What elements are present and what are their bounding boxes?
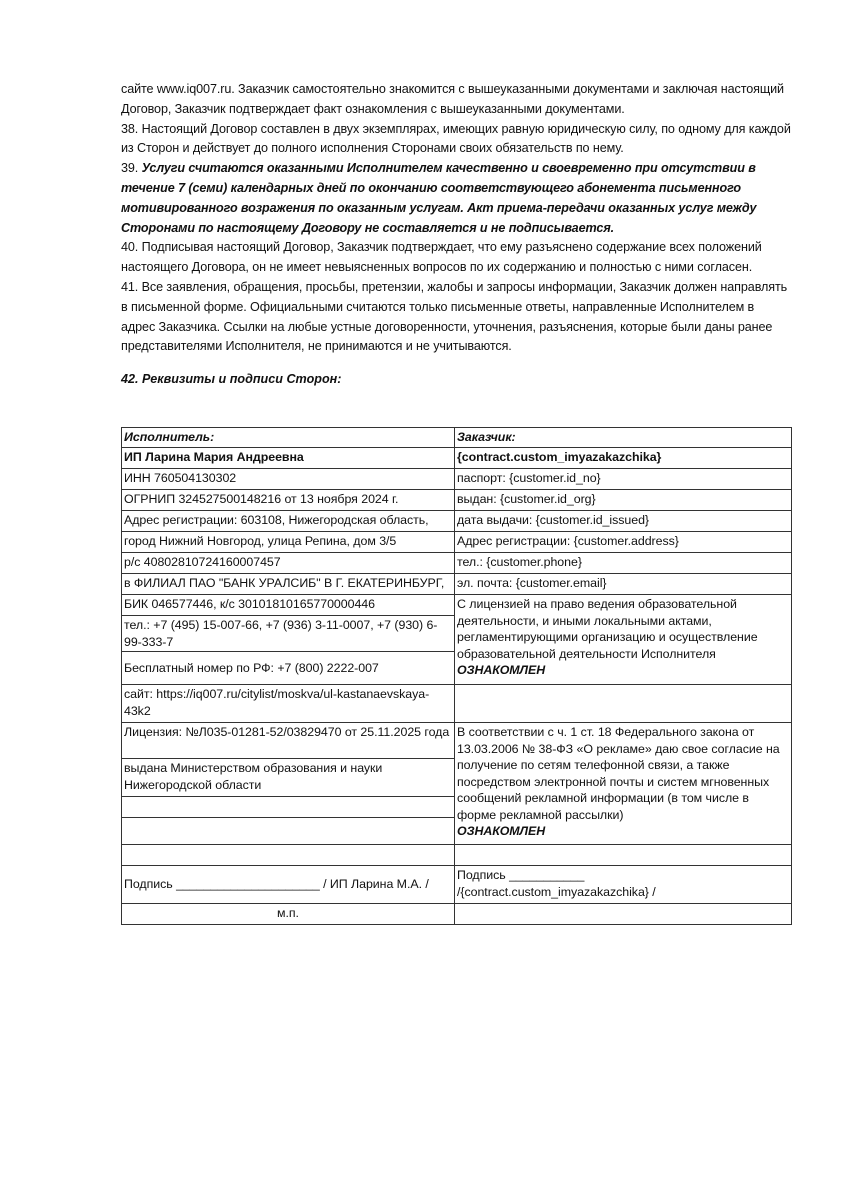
paragraph-38 [121,120,791,160]
paragraph-39 [121,159,791,238]
table-row [122,723,792,759]
requisites-table [121,427,792,925]
executor-empty-cell [122,797,455,818]
paragraph-text: Подписывая настоящий Договор, Заказчик подтверждает, что ему разъяснено содержание всех положений настоящего Договора, он не имеет невыясненных вопросов по их содержанию и полностью с ними согласен. [121,240,762,275]
table-row [122,845,792,866]
customer-empty-cell [455,845,792,866]
contract-page [121,80,791,389]
customer-signature-name: /{contract.custom_imyazakazchika} / [457,884,656,899]
license-ack-mark: ОЗНАКОМЛЕН [457,663,546,677]
executor-inn: ИНН 760504130302 [122,469,455,490]
executor-empty-cell [122,845,455,866]
executor-address-line-1: Адрес регистрации: 603108, Нижегородская область, [122,511,455,532]
paragraph-number: 40. [121,240,139,255]
executor-site: сайт: https://iq007.ru/citylist/moskva/ul-kastanaevskaya-43k2 [122,685,455,723]
table-row [122,904,792,925]
customer-issued-by: выдан: {customer.id_org} [455,490,792,511]
customer-empty-cell [455,904,792,925]
executor-license: Лицензия: №Л035-01281-52/03829470 от 25.11.2025 года [122,723,455,759]
paragraph-text-emphasized: Услуги считаются оказанными Исполнителем качественно и своевременно при отсутствии в течение 7 (семи) календарных дней по окончанию соответствующего абонемента письменного мотивированного возражения по оказанным услугам. Акт приема-передачи оказанных услуг между Сторонами по настоящему Договору не составляется и не подписывается. [121,161,757,235]
paragraph-37-tail: сайте www.iq007.ru. Заказчик самостоятельно знакомится с вышеуказанными документами и заключая настоящий Договор, Заказчик подтверждает факт ознакомления с вышеуказанными документами. [121,82,784,116]
executor-empty-cell [122,818,455,845]
table-row [122,574,792,595]
ads-consent-text: В соответствии с ч. 1 ст. 18 Федерального закона от 13.03.2006 № 38-ФЗ «О рекламе» даю свое согласие на получение по сетям телефонной связи, а также посредством электронной почты и систем мгновенных сообщений рекламной информации (в том числе в форме рекламной рассылки) [457,725,780,822]
executor-address-line-2: город Нижний Новгород, улица Репина, дом 3/5 [122,532,455,553]
table-row [122,469,792,490]
executor-license-issuer: выдана Министерством образования и науки Нижегородской области [122,759,455,797]
customer-license-acknowledgement [455,595,792,685]
customer-empty-cell [455,685,792,723]
executor-signature: Подпись _____________________ / ИП Ларина М.А. / [122,866,455,904]
table-row [122,595,792,616]
executor-bik: БИК 046577446, к/с 30101810165770000446 [122,595,455,616]
executor-name: ИП Ларина Мария Андреевна [122,448,455,469]
table-row [122,448,792,469]
customer-name: {contract.custom_imyazakazchika} [455,448,792,469]
executor-header: Исполнитель: [122,428,455,448]
paragraph-number: 41. [121,279,139,294]
table-row [122,553,792,574]
executor-ogrnip: ОГРНИП 324527500148216 от 13 ноября 2024 г. [122,490,455,511]
executor-stamp: м.п. [122,904,455,925]
customer-signature [455,866,792,904]
paragraph-40 [121,238,791,278]
table-row [122,532,792,553]
customer-signature-line: Подпись ___________ [457,868,585,882]
executor-free-phone: Бесплатный номер по РФ: +7 (800) 2222-007 [122,652,455,685]
paragraph-41 [121,278,791,357]
executor-account: р/с 40802810724160007457 [122,553,455,574]
license-ack-text: С лицензией на право ведения образовательной деятельности, и иными локальными актами, регламентирующими организацию и осуществление образовательной деятельности Исполнителя [457,597,758,661]
customer-issue-date: дата выдачи: {customer.id_issued} [455,511,792,532]
paragraph-number: 39. [121,161,139,176]
customer-email: эл. почта: {customer.email} [455,574,792,595]
customer-passport: паспорт: {customer.id_no} [455,469,792,490]
table-row [122,866,792,904]
table-row [122,490,792,511]
table-row [122,428,792,448]
customer-address: Адрес регистрации: {customer.address} [455,532,792,553]
table-row [122,511,792,532]
section-heading-requisites: 42. Реквизиты и подписи Сторон: [121,372,342,387]
paragraph-text: Настоящий Договор составлен в двух экземплярах, имеющих равную юридическую силу, по одному для каждой из Сторон и действует до полного исполнения Сторонами своих обязательств по нему. [121,121,791,156]
paragraph-number: 38. [121,121,139,136]
customer-ads-consent [455,723,792,845]
table-row [122,685,792,723]
executor-phones: тел.: +7 (495) 15-007-66, +7 (936) 3-11-0007, +7 (930) 6-99-333-7 [122,616,455,652]
customer-header: Заказчик: [455,428,792,448]
paragraph-text: Все заявления, обращения, просьбы, претензии, жалобы и запросы информации, Заказчик должен направлять в письменной форме. Официальными считаются только письменные ответы, направленные Исполнителем в адрес Заказчика. Ссылки на любые устные договоренности, уточнения, разъяснения, которые были даны ранее представителями Исполнителя, не принимаются и не учитываются. [121,279,788,354]
ads-consent-mark: ОЗНАКОМЛЕН [457,824,546,838]
customer-phone: тел.: {customer.phone} [455,553,792,574]
executor-bank: в ФИЛИАЛ ПАО "БАНК УРАЛСИБ" В Г. ЕКАТЕРИНБУРГ, [122,574,455,595]
